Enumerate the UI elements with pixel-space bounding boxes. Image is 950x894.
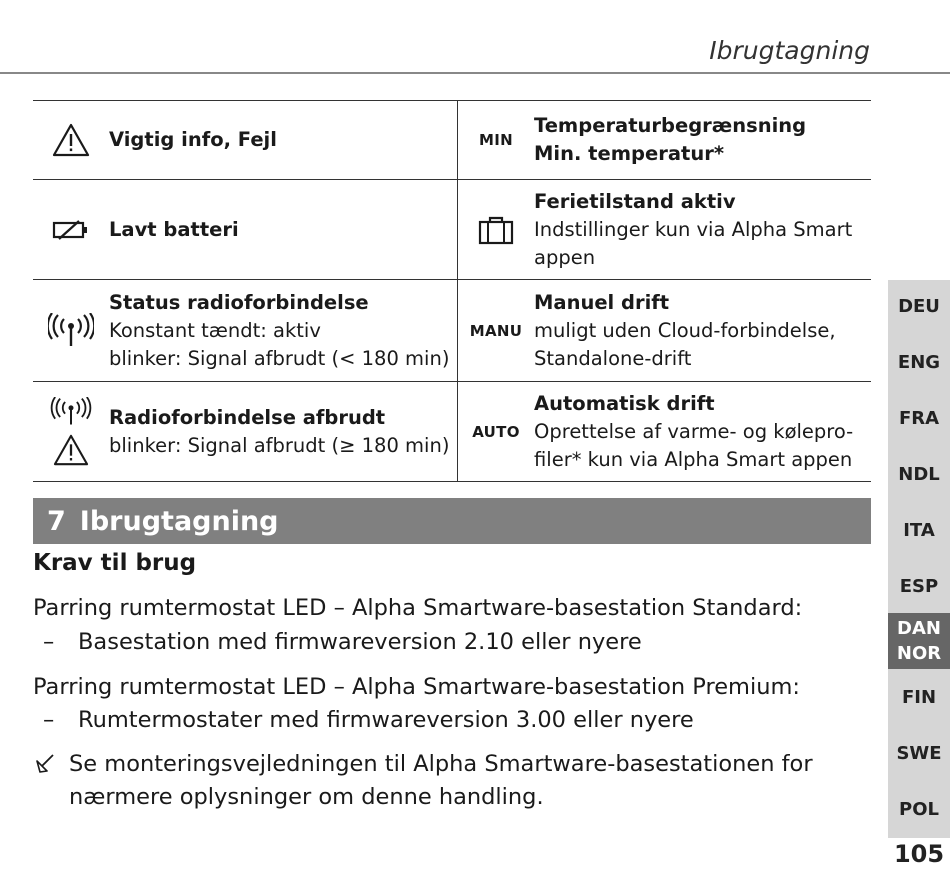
legend-desc-line: Oprettelse af varme- og kølepro- (534, 419, 854, 443)
legend-row (33, 382, 871, 482)
legend-title: Radioforbindelse afbrudt (109, 405, 386, 429)
legend-cell (33, 280, 458, 381)
legend-title: Temperaturbegrænsning (534, 114, 807, 137)
legend-desc-line: appen (534, 245, 596, 269)
list-item-text: Rumtermostater med firmwareversion 3.00 eller nyere (78, 707, 694, 733)
legend-desc-line: Min. temperatur* (534, 142, 725, 165)
pointer-arrow-icon (33, 752, 55, 785)
radio-antenna-warning-icon (33, 397, 109, 467)
legend-cell (458, 101, 871, 179)
legend-cell (458, 180, 871, 279)
language-active-dan: DAN (897, 618, 941, 639)
symbol-legend-table (33, 100, 871, 482)
dash-bullet: – (43, 707, 55, 733)
language-tab-esp[interactable]: ESP (899, 576, 939, 597)
note-text-line: Se monteringsvejledningen til Alpha Smartware-basestationen for (69, 751, 813, 777)
page-header-title: Ibrugtagning (709, 36, 870, 65)
language-tab-ita[interactable]: ITA (903, 520, 935, 541)
paragraph: Parring rumtermostat LED – Alpha Smartware-basestation Standard: (33, 595, 803, 621)
legend-title: Lavt batteri (109, 217, 239, 241)
legend-title: Manuel drift (534, 290, 670, 314)
legend-row (33, 101, 871, 180)
radio-antenna-icon (33, 313, 109, 349)
section-number: 7 (47, 505, 66, 537)
auto-mode-icon: AUTO (472, 422, 520, 441)
paragraph: Parring rumtermostat LED – Alpha Smartware-basestation Premium: (33, 674, 800, 700)
list-item (33, 626, 642, 659)
language-tab-fin[interactable]: FIN (901, 687, 937, 708)
legend-desc-line: filer* kun via Alpha Smart appen (534, 447, 853, 471)
legend-title: Vigtig info, Fejl (109, 128, 277, 151)
note-text-line: nærmere oplysninger om denne handling. (69, 784, 544, 810)
header-divider (0, 72, 950, 74)
legend-row (33, 280, 871, 382)
list-item (33, 704, 694, 737)
language-tab-active[interactable] (888, 613, 950, 669)
low-battery-icon (33, 218, 109, 242)
legend-desc-line: blinker: Signal afbrudt (< 180 min) (109, 346, 450, 370)
list-item-text: Basestation med firmwareversion 2.10 eller nyere (78, 629, 642, 655)
dash-bullet: – (43, 629, 55, 655)
warning-triangle-icon (33, 122, 109, 158)
language-tab-ndl[interactable]: NDL (898, 464, 940, 485)
legend-cell (33, 180, 458, 279)
legend-cell (33, 382, 458, 481)
language-tab-fra[interactable]: FRA (898, 408, 940, 429)
legend-desc-line: Indstillinger kun via Alpha Smart (534, 217, 853, 241)
language-tab-deu[interactable]: DEU (898, 296, 940, 317)
legend-desc-line: Konstant tændt: aktiv (109, 318, 321, 342)
language-tab-swe[interactable]: SWE (896, 743, 942, 764)
section-title: Ibrugtagning (79, 505, 279, 537)
legend-title: Automatisk drift (534, 391, 715, 415)
legend-desc-line: blinker: Signal afbrudt (≥ 180 min) (109, 433, 450, 457)
legend-cell (458, 382, 871, 481)
language-sidebar (888, 280, 950, 838)
legend-row (33, 180, 871, 280)
legend-cell (33, 101, 458, 179)
language-tab-eng[interactable]: ENG (897, 352, 941, 373)
language-active-nor: NOR (896, 643, 942, 664)
subheading: Krav til brug (33, 550, 197, 576)
legend-cell (458, 280, 871, 381)
legend-desc-line: muligt uden Cloud-forbindelse, (534, 318, 836, 342)
section-heading (33, 498, 871, 544)
legend-title: Status radioforbindelse (109, 290, 369, 314)
min-mode-icon: MIN (479, 131, 513, 149)
suitcase-icon (458, 215, 534, 245)
legend-title: Ferietilstand aktiv (534, 189, 736, 213)
page-number: 105 (893, 840, 945, 868)
manu-mode-icon: MANU (469, 321, 523, 340)
language-tab-pol[interactable]: POL (899, 799, 939, 820)
legend-desc-line: Standalone-drift (534, 346, 692, 370)
